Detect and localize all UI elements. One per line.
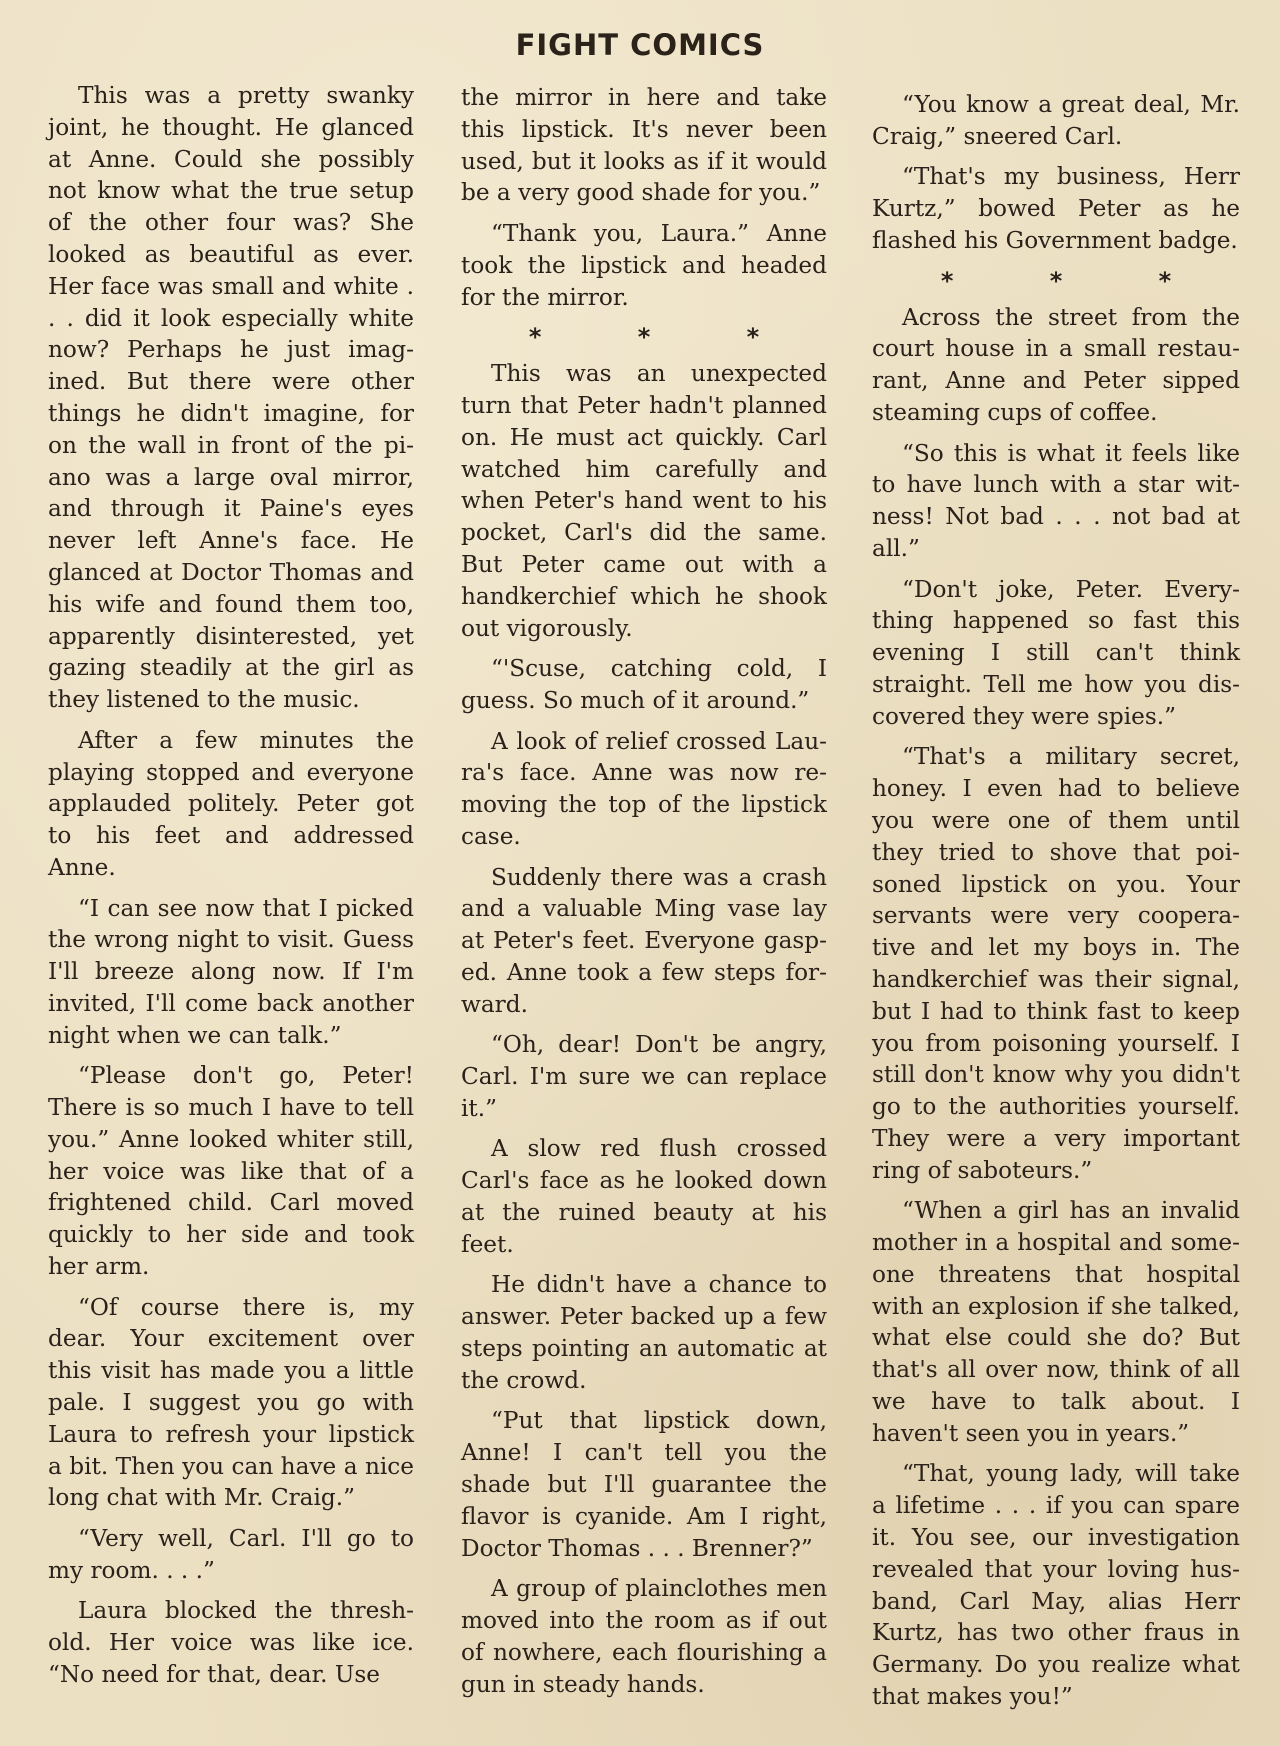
paragraph: After a few minutes the playing stopped and everyone applauded politely. Peter got to his feet and addressed Anne. [48,726,414,881]
paragraph: “Oh, dear! Don't be angry, Carl. I'm sure we can replace it.” [461,1031,827,1122]
section-break: * * * [940,266,1216,295]
paragraph: Across the street from the court house in a small restaurant, Anne and Peter sipped steaming cups of coffee. [872,303,1240,426]
paragraph: A look of relief crossed Laura's face. Anne was now removing the top of the lipstick case. [461,727,827,850]
page-header: FIGHT COMICS [515,28,765,62]
paragraph: “Put that lipstick down, Anne! I can't tell you the shade but I'll guarantee the flavor is cyanide. Am I right, Doctor Thomas . . . Brenner?” [461,1407,827,1562]
paragraph: “That's my business, Herr Kurtz,” bowed Peter as he flashed his Government badge. [872,163,1240,254]
section-break: * * * [528,323,804,352]
paragraph: “I can see now that I picked the wrong night to visit. Guess I'll breeze along now. If I'm invited, I'll come back another night when we can talk.” [48,894,414,1049]
paragraph: “Very well, Carl. I'll go to my room. . . .” [48,1525,414,1584]
paragraph: This was a pretty swanky joint, he thought. He glanced at Anne. Could she possibly not know what the true setup of the other four was? She looked as beautiful as ever. Her face was small and white . . . did it look especially white now? Perhaps he just imagined. But there were other things he didn't imagine, for on the wall in front of the piano was a large oval mirror, and through it Paine's eyes never left Anne's face. He glanced at Doctor Thomas and his wife and found them too, apparently disinterested, yet gazing steadily at the girl as they listened to the music. [48,82,414,714]
paragraph: Laura blocked the threshold. Her voice was like ice. “No need for that, dear. Use [48,1597,414,1689]
paragraph: “Of course there is, my dear. Your excitement over this visit has made you a little pale. I suggest you go with Laura to refresh your lipstick a bit. Then you can have a nice long chat with Mr. Craig.” [48,1293,414,1512]
paragraph: “Thank you, Laura.” Anne took the lipstick and headed for the mirror. [461,219,827,311]
paragraph: “When a girl has an invalid mother in a hospital and someone threatens that hospital with an explosion if she talked, what else could she do? But that's all over now, think of all we have to talk about. I haven't seen you in years.” [872,1197,1240,1447]
paragraph: “Don't joke, Peter. Everything happened so fast this evening I still can't think straight. Tell me how you discovered they were spies.” [872,575,1240,730]
paragraph: This was an unexpected turn that Peter hadn't planned on. He must act quickly. Carl watched him carefully and when Peter's hand went to his pocket, Carl's did the same. But Peter came out with a handkerchief which he shook out vigorously. [461,360,827,642]
paragraph: the mirror in here and take this lipstick. It's never been used, but it looks as if it would be a very good shade for you.” [461,84,827,207]
paragraph: “You know a great deal, Mr. Craig,” sneered Carl. [872,91,1240,150]
paragraph: “So this is what it feels like to have lunch with a star witness! Not bad . . . not bad at all.” [872,439,1240,562]
paragraph: A group of plainclothes men moved into the room as if out of nowhere, each flourishing a gun in steady hands. [461,1575,827,1698]
paragraph: “That, young lady, will take a lifetime . . . if you can spare it. You see, our investigation revealed that your loving husband, Carl May, alias Herr Kurtz, has two other fraus in Germany. Do you realize what that makes you!” [872,1460,1240,1711]
paragraph: “Please don't go, Peter! There is so much I have to tell you.” Anne looked whiter still, her voice was like that of a frightened child. Carl moved quickly to her side and took her arm. [48,1062,414,1281]
paragraph: A slow red flush crossed Carl's face as he looked down at the ruined beauty at his feet. [461,1135,827,1258]
paragraph: “That's a military secret, honey. I even had to believe you were one of them until they tried to shove that poisoned lipstick on you. Your servants were very cooperative and let my boys in. The handkerchief was their signal, but I had to think fast to keep you from poisoning yourself. I still don't know why you didn't go to the authorities yourself. They were a very important ring of saboteurs.” [872,743,1240,1184]
paragraph: He didn't have a chance to answer. Peter backed up a few steps pointing an automatic at the crowd. [461,1271,827,1394]
text-column-3 [872,89,1240,1722]
paragraph: Suddenly there was a crash and a valuable Ming vase lay at Peter's feet. Everyone gasped. Anne took a few steps forward. [461,863,827,1018]
paragraph: “'Scuse, catching cold, I guess. So much of it around.” [461,655,827,714]
text-column-1 [48,80,414,1700]
text-column-2 [461,82,827,1709]
